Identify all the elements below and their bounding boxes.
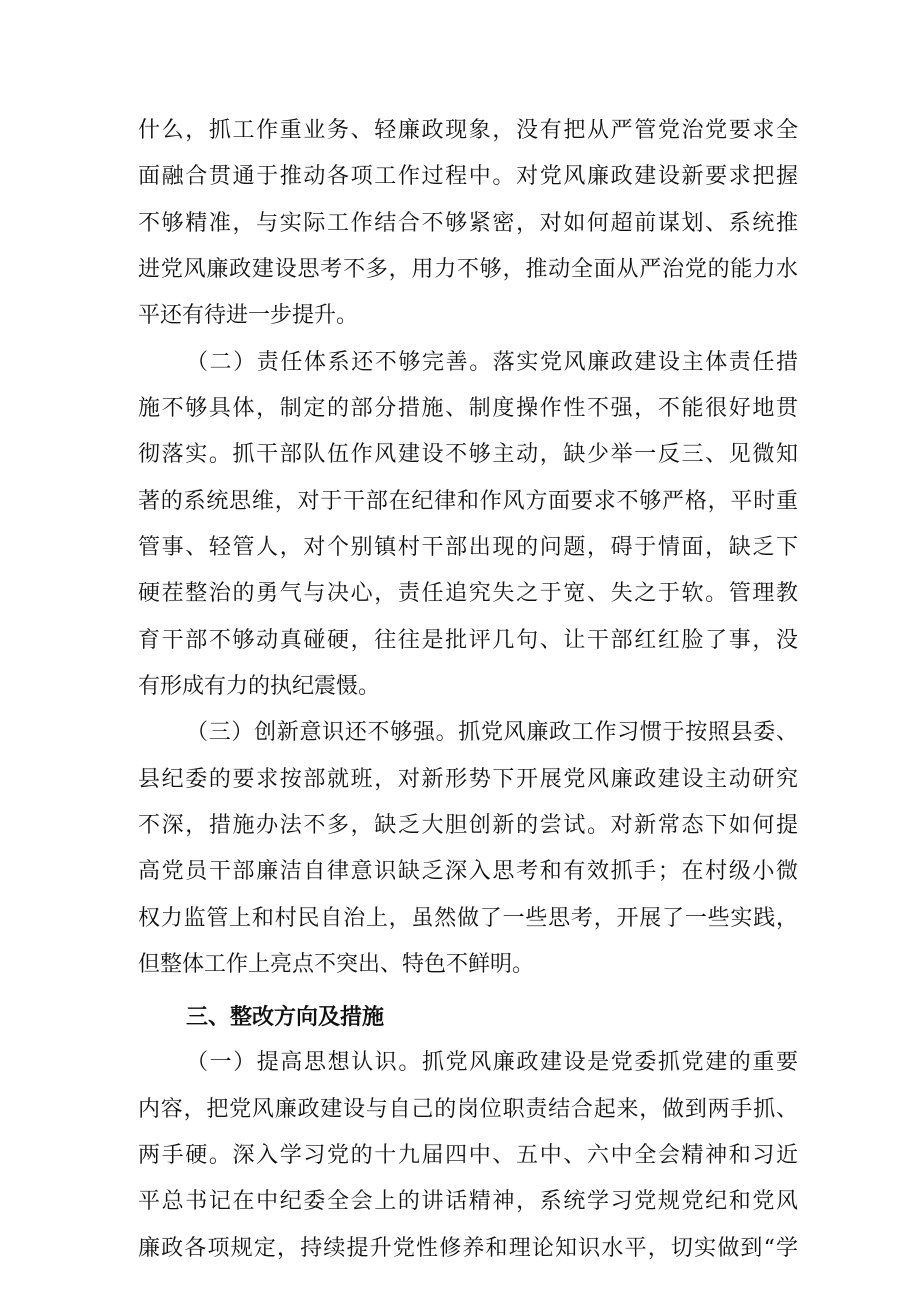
paragraph-line: 县纪委的要求按部就班，对新形势下开展党风廉政建设主动研究: [138, 767, 798, 792]
paragraph-line: （二）责任体系还不够完善。落实党风廉政建设主体责任措: [186, 350, 798, 375]
paragraph-line: 平还有待进一步提升。: [138, 303, 359, 328]
paragraph-line: （三）创新意识还不够强。抓党风廉政工作习惯于按照县委、: [186, 720, 798, 745]
paragraph-line: （一）提高思想认识。抓党风廉政建设是党委抓党建的重要: [186, 1050, 798, 1075]
paragraph-line: 内容，把党风廉政建设与自己的岗位职责结合起来，做到两手抓、: [138, 1097, 798, 1122]
paragraph-line: 平总书记在中纪委全会上的讲话精神，系统学习党规党纪和党风: [138, 1189, 798, 1214]
paragraph-line: 两手硬。深入学习党的十九届四中、五中、六中全会精神和习近: [138, 1143, 798, 1168]
paragraph-line: 著的系统思维，对于干部在纪律和作风方面要求不够严格，平时重: [138, 489, 798, 514]
section-heading: 三、整改方向及措施: [186, 1005, 385, 1030]
paragraph-line: 进党风廉政建设思考不多，用力不够，推动全面从严治党的能力水: [138, 257, 798, 282]
paragraph-line: 硬茬整治的勇气与决心，责任追究失之于宽、失之于软。管理教: [138, 581, 798, 606]
paragraph-line: 面融合贯通于推动各项工作过程中。对党风廉政建设新要求把握: [138, 164, 798, 189]
paragraph-line: 什么，抓工作重业务、轻廉政现象，没有把从严管党治党要求全: [138, 118, 798, 143]
paragraph-line: 管事、轻管人，对个别镇村干部出现的问题，碍于情面，缺乏下: [138, 535, 798, 560]
paragraph-line: 权力监管上和村民自治上，虽然做了一些思考，开展了一些实践，: [138, 906, 798, 931]
paragraph-line: 施不够具体，制定的部分措施、制度操作性不强，不能很好地贯: [138, 396, 798, 421]
paragraph-line: 不够精准，与实际工作结合不够紧密，对如何超前谋划、系统推: [138, 211, 798, 236]
paragraph-line: 育干部不够动真碰硬，往往是批评几句、让干部红红脸了事，没: [138, 628, 798, 653]
paragraph-line: 但整体工作上亮点不突出、特色不鲜明。: [138, 952, 535, 977]
paragraph-line: 不深，措施办法不多，缺乏大胆创新的尝试。对新常态下如何提: [138, 813, 798, 838]
paragraph-line: 高党员干部廉洁自律意识缺乏深入思考和有效抓手；在村级小微: [138, 859, 798, 884]
paragraph-line: 彻落实。抓干部队伍作风建设不够主动，缺少举一反三、见微知: [138, 442, 798, 467]
paragraph-line: 有形成有力的执纪震慑。: [138, 674, 381, 699]
paragraph-line: 廉政各项规定，持续提升党性修养和理论知识水平，切实做到“学: [138, 1236, 798, 1261]
